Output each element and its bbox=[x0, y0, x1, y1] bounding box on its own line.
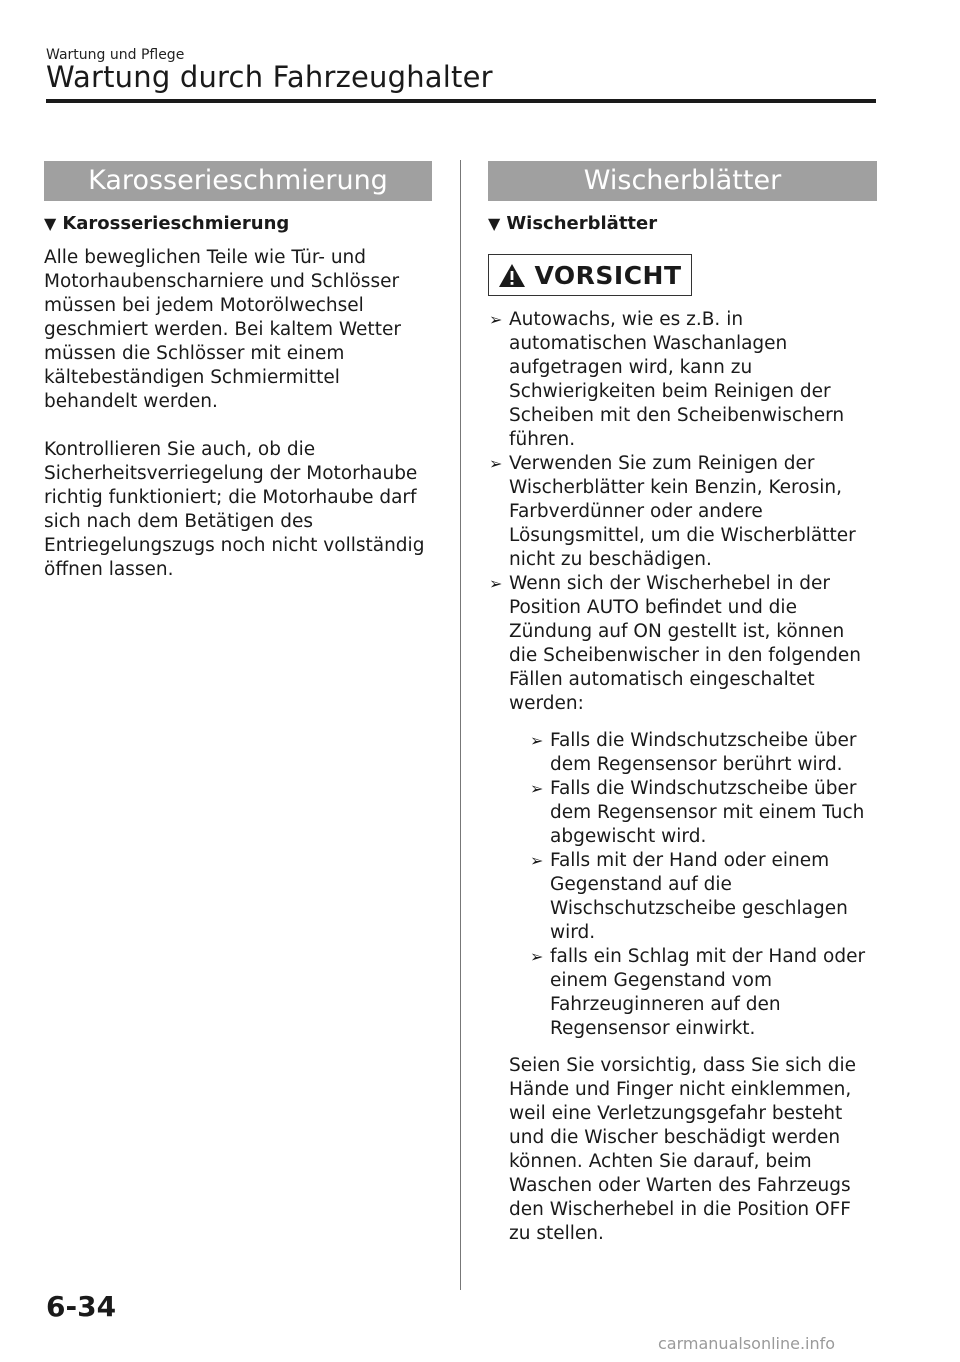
list-item: ➢ Autowachs, wie es z.B. in automatischen Waschanlagen aufgetragen wird, kann zu Schwierigkeiten beim Reinigen der Scheiben mit den Scheibenwischern führen. bbox=[489, 309, 845, 450]
running-header-title: Wartung durch Fahrzeughalter bbox=[46, 60, 493, 94]
body-paragraph: Kontrollieren Sie auch, ob die Sicherheitsverriegelung der Motorhaube richtig funktioniert; die Motorhaube darf sich nach dem Betätigen des Entriegelungszugs noch nicht vollständig öffnen lassen. bbox=[44, 439, 425, 580]
arrowhead-right-icon: ➢ bbox=[489, 454, 503, 473]
list-item: ➢ Falls mit der Hand oder einem Gegenstand auf die Wischschutzscheibe geschlagen wird. bbox=[530, 850, 848, 943]
subsection-heading bbox=[44, 213, 432, 234]
watermark: carmanualsonline.info bbox=[658, 1334, 836, 1353]
list-item: ➢ Falls die Windschutzscheibe über dem Regensensor berührt wird. bbox=[530, 730, 857, 775]
arrowhead-right-icon: ➢ bbox=[530, 779, 544, 798]
section-banner-karosserieschmierung: Karosserieschmierung bbox=[44, 161, 432, 201]
list-item: ➢ Falls die Windschutzscheibe über dem Regensensor mit einem Tuch abgewischt wird. bbox=[530, 778, 865, 847]
list-item: ➢ Wenn sich der Wischerhebel in der Position AUTO befindet und die Zündung auf ON gestellt ist, können die Scheibenwischer in den folgenden Fällen automatisch eingeschaltet werden: ➢ Falls die Windschutzscheibe über dem Regensensor berührt wird. ➢ Falls die Windschutzscheibe über dem Regensensor mit einem Tuch abgewischt wird. ➢ Falls mit der Hand oder einem Gegenstand auf die Wischschutzscheibe geschlagen wird. ➢ falls ein Schlag mit der Hand oder einem Gegenstand vom Fahrzeuginneren auf den Regensensor einwirkt. bbox=[488, 572, 877, 1041]
left-column bbox=[44, 161, 432, 582]
caution-list bbox=[488, 308, 877, 1041]
section-banner-wischerblaetter: Wischerblätter bbox=[488, 161, 877, 201]
list-item: ➢ falls ein Schlag mit der Hand oder einem Gegenstand vom Fahrzeuginneren auf den Regensensor einwirkt. bbox=[530, 946, 866, 1039]
list-item: ➢ Verwenden Sie zum Reinigen der Wischerblätter kein Benzin, Kerosin, Farbverdünner oder andere Lösungsmittel, um die Wischerblätter nicht zu beschädigen. bbox=[489, 453, 856, 570]
caution-box bbox=[488, 254, 692, 296]
arrowhead-right-icon: ➢ bbox=[489, 310, 503, 329]
triangle-down-icon: ▼ bbox=[488, 214, 501, 233]
sub-list bbox=[509, 729, 877, 1041]
warning-triangle-icon bbox=[498, 263, 526, 288]
triangle-down-icon: ▼ bbox=[44, 214, 57, 233]
arrowhead-right-icon: ➢ bbox=[489, 574, 503, 593]
caution-label: VORSICHT bbox=[534, 260, 682, 290]
caution-note: Seien Sie vorsichtig, dass Sie sich die Hände und Finger nicht einklemmen, weil eine Verletzungsgefahr besteht und die Wischer beschädigt werden können. Achten Sie darauf, beim Waschen oder Warten des Fahrzeugs den Wischerhebel in die Position OFF zu stellen. bbox=[509, 1055, 857, 1244]
subsection-heading bbox=[488, 213, 877, 234]
arrowhead-right-icon: ➢ bbox=[530, 947, 544, 966]
header-rule bbox=[46, 99, 876, 103]
arrowhead-right-icon: ➢ bbox=[530, 731, 544, 750]
running-header-section: Wartung und Pflege bbox=[46, 47, 185, 63]
column-divider bbox=[460, 160, 461, 1290]
body-paragraph: Alle beweglichen Teile wie Tür- und Motorhaubenscharniere und Schlösser müssen bei jedem Motorölwechsel geschmiert werden. Bei kaltem Wetter müssen die Schlösser mit einem kältebeständigen Schmiermittel behandelt werden. bbox=[44, 247, 401, 412]
page-number: 6-34 bbox=[46, 1290, 117, 1323]
arrowhead-right-icon: ➢ bbox=[530, 851, 544, 870]
right-column bbox=[488, 161, 877, 1246]
subsection-heading-label: Wischerblätter bbox=[506, 213, 658, 234]
subsection-heading-label: Karosserieschmierung bbox=[62, 213, 290, 234]
